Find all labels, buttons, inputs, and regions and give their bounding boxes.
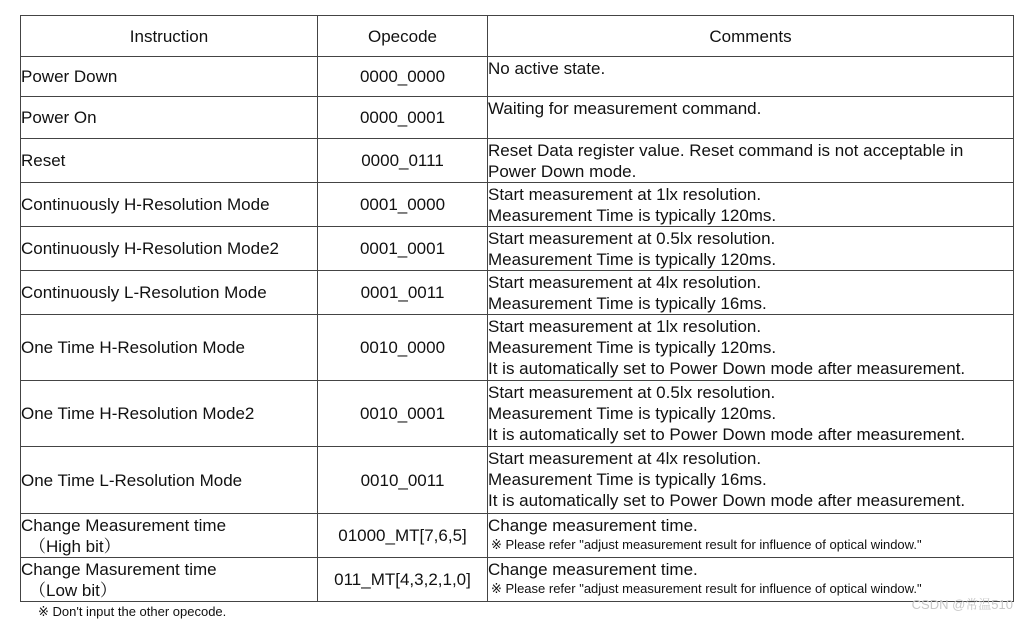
opecode-cell: 0000_0001: [318, 97, 488, 139]
instruction-table: [20, 15, 1014, 602]
table-row: [21, 447, 1014, 514]
instruction-cell: Reset: [21, 139, 318, 183]
opecode-cell: 0001_0011: [318, 271, 488, 315]
instruction-cell: Power On: [21, 97, 318, 139]
instruction-line: Change Measurement time: [21, 515, 227, 535]
watermark: CSDN @常温510: [911, 597, 1013, 612]
table-row: [21, 227, 1014, 271]
table-row: [21, 183, 1014, 227]
instruction-cell: Power Down: [21, 57, 318, 97]
comment-line: Measurement Time is typically 120ms.: [488, 206, 777, 225]
comment-cell: [488, 271, 1014, 315]
comment-line: It is automatically set to Power Down mode after measurement.: [488, 491, 966, 510]
comment-cell: [488, 183, 1014, 227]
comment-cell: [488, 97, 1014, 139]
instruction-cell: Continuously H-Resolution Mode: [21, 183, 318, 227]
instruction-cell: One Time H-Resolution Mode: [21, 315, 318, 381]
comment-line: Start measurement at 4lx resolution.: [488, 273, 762, 292]
comment-line: Measurement Time is typically 120ms.: [488, 338, 777, 357]
opecode-cell: 0010_0001: [318, 381, 488, 447]
comment-line: Start measurement at 0.5lx resolution.: [488, 383, 776, 402]
comment-cell: [488, 381, 1014, 447]
opecode-cell: 0010_0000: [318, 315, 488, 381]
opecode-cell: 0001_0000: [318, 183, 488, 227]
comment-line: No active state.: [488, 59, 606, 78]
instruction-cell: [21, 558, 318, 602]
comment-line: It is automatically set to Power Down mode after measurement.: [488, 359, 966, 378]
header-comments: Comments: [488, 16, 1014, 57]
instruction-line: Change Masurement time: [21, 559, 217, 579]
header-instruction: Instruction: [21, 16, 318, 57]
opecode-cell: 01000_MT[7,6,5]: [318, 514, 488, 558]
instruction-cell: [21, 514, 318, 558]
table-row: [21, 514, 1014, 558]
table-row: [21, 271, 1014, 315]
table-row: [21, 381, 1014, 447]
instruction-subline: （Low bit）: [29, 580, 117, 600]
comment-note: ※ Please refer "adjust measurement result for influence of optical window.": [491, 581, 922, 596]
opecode-cell: 011_MT[4,3,2,1,0]: [318, 558, 488, 602]
comment-line: Measurement Time is typically 120ms.: [488, 404, 777, 423]
comment-line: Start measurement at 4lx resolution.: [488, 449, 762, 468]
comment-line: Change measurement time.: [488, 516, 698, 535]
instruction-cell: Continuously H-Resolution Mode2: [21, 227, 318, 271]
comment-cell: [488, 315, 1014, 381]
table-row: [21, 57, 1014, 97]
comment-cell: [488, 514, 1014, 558]
comment-line: Start measurement at 0.5lx resolution.: [488, 229, 776, 248]
opecode-cell: 0001_0001: [318, 227, 488, 271]
table-row: [21, 97, 1014, 139]
opecode-cell: 0000_0111: [318, 139, 488, 183]
opecode-cell: 0010_0011: [318, 447, 488, 514]
header-opecode: Opecode: [318, 16, 488, 57]
comment-note: ※ Please refer "adjust measurement result for influence of optical window.": [491, 537, 922, 552]
comment-line: Waiting for measurement command.: [488, 99, 762, 118]
comment-line: Measurement Time is typically 16ms.: [488, 470, 767, 489]
instruction-cell: One Time H-Resolution Mode2: [21, 381, 318, 447]
instruction-subline: （High bit）: [29, 536, 121, 556]
comment-line: Change measurement time.: [488, 560, 698, 579]
comment-line: Start measurement at 1lx resolution.: [488, 185, 762, 204]
comment-line: Reset Data register value. Reset command is not acceptable in Power Down mode.: [488, 141, 964, 181]
opecode-cell: 0000_0000: [318, 57, 488, 97]
instruction-cell: One Time L-Resolution Mode: [21, 447, 318, 514]
comment-line: Measurement Time is typically 16ms.: [488, 294, 767, 313]
comment-line: Start measurement at 1lx resolution.: [488, 317, 762, 336]
comment-cell: [488, 447, 1014, 514]
table-row: [21, 558, 1014, 602]
comment-line: It is automatically set to Power Down mode after measurement.: [488, 425, 966, 444]
table-row: [21, 139, 1014, 183]
footnote: ※ Don't input the other opecode.: [38, 604, 227, 619]
comment-line: Measurement Time is typically 120ms.: [488, 250, 777, 269]
comment-cell: [488, 227, 1014, 271]
comment-cell: [488, 57, 1014, 97]
comment-cell: [488, 139, 1014, 183]
header-row: [21, 16, 1014, 57]
table-row: [21, 315, 1014, 381]
instruction-cell: Continuously L-Resolution Mode: [21, 271, 318, 315]
